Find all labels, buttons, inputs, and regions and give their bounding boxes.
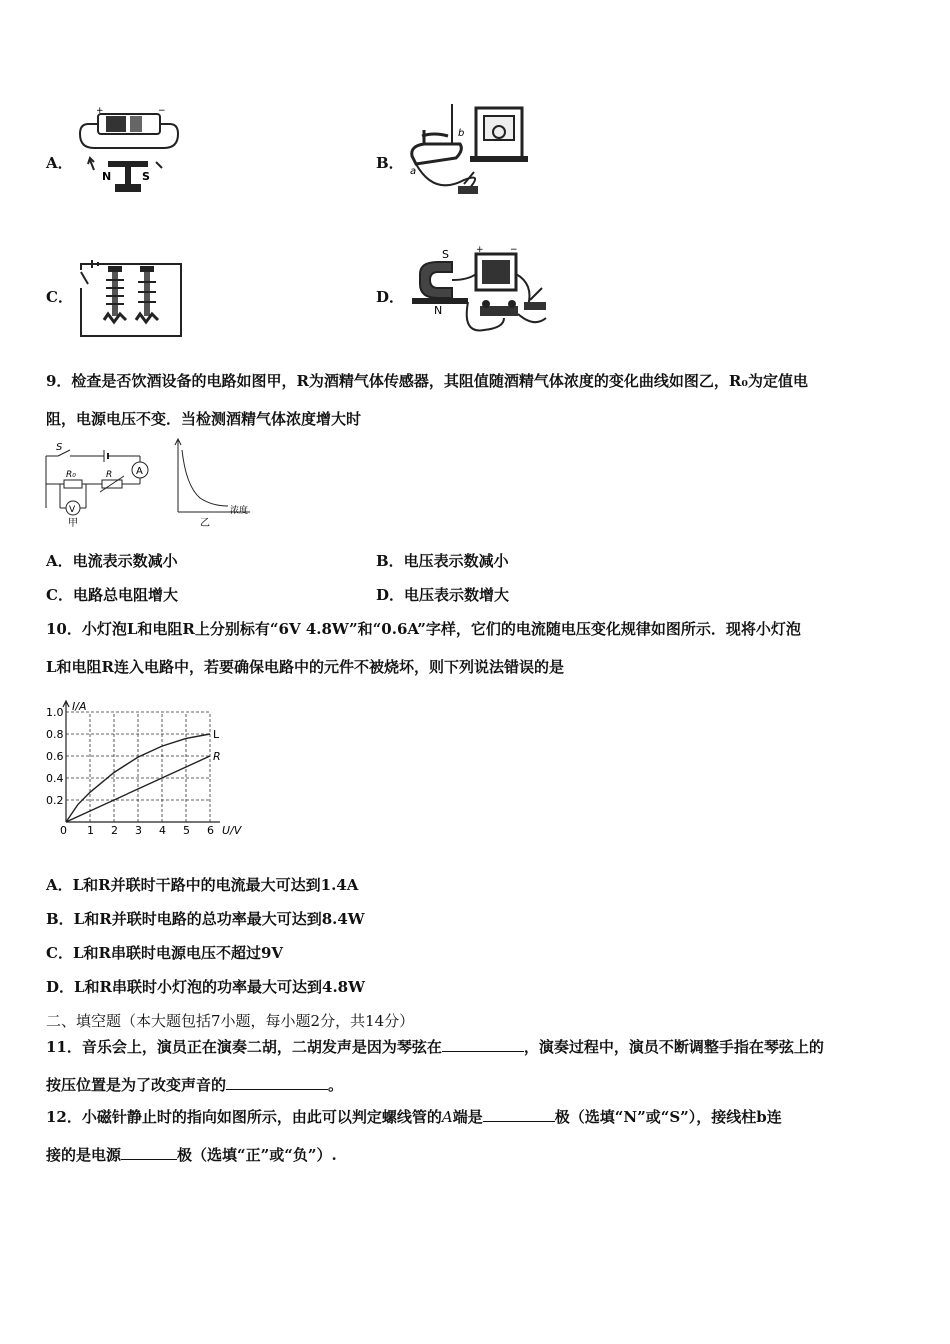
svg-text:+: + <box>96 106 104 116</box>
q11-line1 <box>46 1036 824 1057</box>
svg-text:R: R <box>106 470 113 480</box>
q11-blank-2[interactable] <box>226 1075 328 1090</box>
svg-text:b: b <box>458 128 465 139</box>
q9-option-c: C．电路总电阻增大 <box>46 586 178 604</box>
q12-blank-2[interactable] <box>121 1145 177 1160</box>
section-2-heading: 二、填空题（本大题包括7小题，每小题2分，共14分） <box>46 1012 415 1030</box>
y-tick-label: 0.4 <box>46 772 64 785</box>
q11-blank-1[interactable] <box>442 1037 524 1052</box>
option-c-label: C． <box>46 288 73 306</box>
q10-option-d: D．L和R串联时小灯泡的功率最大可达到4.8W <box>46 978 365 996</box>
q10-line1: 10．小灯泡L和电阻R上分别标有“6V 4.8W”和“0.6A”字样，它们的电流随电压变化规律如图所示．现将小灯泡 <box>46 620 801 638</box>
q11-text-a: 11．音乐会上，演员正在演奏二胡，二胡发声是因为琴弦在 <box>46 1038 442 1056</box>
q12-blank-1[interactable] <box>483 1107 555 1122</box>
svg-text:A: A <box>136 466 143 477</box>
q10-iv-chart <box>44 690 258 842</box>
series-label-R: R <box>213 750 221 763</box>
q9-line2: 阻，电源电压不变．当检测酒精气体浓度增大时 <box>46 410 362 428</box>
x-tick-label: 2 <box>111 824 118 837</box>
option-a-label: A． <box>46 154 73 172</box>
x-tick-label: 4 <box>159 824 166 837</box>
x-tick-label: 0 <box>60 824 67 837</box>
x-axis-label: U/V <box>222 824 242 837</box>
q12-text-a: 12．小磁针静止时的指向如图所示，由此可以判定螺线管的 <box>46 1108 442 1126</box>
q11-text-b: ，演奏过程中，演员不断调整手指在琴弦上的 <box>523 1038 824 1056</box>
q10-option-c: C．L和R串联时电源电压不超过9V <box>46 944 284 962</box>
y-tick-label: 0.2 <box>46 794 64 807</box>
chart-labels <box>46 700 243 837</box>
q10-line2: L和电阻R连入电路中，若要确保电路中的元件不被烧坏，则下列说法错误的是 <box>46 658 565 676</box>
svg-text:S: S <box>442 248 449 261</box>
svg-text:浓度: 浓度 <box>230 506 249 516</box>
q12-text-e: 极（选填“正”或“负”）. <box>177 1146 337 1164</box>
x-tick-label: 3 <box>135 824 142 837</box>
option-d-label: D． <box>376 288 405 306</box>
svg-text:+: + <box>476 245 484 255</box>
y-tick-label: 1.0 <box>46 706 64 719</box>
svg-text:S: S <box>142 170 150 183</box>
q9-circuit-figure <box>40 436 160 528</box>
svg-text:N: N <box>102 170 112 183</box>
option-b-label: B． <box>376 154 404 172</box>
q12-text-b: 端是 <box>452 1108 483 1126</box>
q12-point-a: A <box>441 1108 453 1126</box>
svg-text:−: − <box>158 106 166 116</box>
svg-text:a: a <box>410 166 417 177</box>
x-tick-label: 6 <box>207 824 214 837</box>
figure-option-d <box>404 244 554 340</box>
q10-option-b: B．L和R并联时电路的总功率最大可达到8.4W <box>46 910 365 928</box>
q11-line2 <box>46 1074 343 1095</box>
q12-text-d: 接的是电源 <box>46 1146 122 1164</box>
svg-text:V: V <box>69 505 76 515</box>
figure-option-b <box>404 100 528 200</box>
q9-option-a: A．电流表示数减小 <box>46 552 178 570</box>
q9-curve-figure <box>166 436 258 528</box>
q9-line1: 9．检查是否饮酒设备的电路如图甲，R为酒精气体传感器，其阻值随酒精气体浓度的变化曲线如图乙，R₀为定值电 <box>46 372 808 390</box>
q12-line2 <box>46 1144 337 1165</box>
y-tick-label: 0.8 <box>46 728 64 741</box>
series-label-L: L <box>213 728 220 741</box>
chart-grid <box>66 712 210 822</box>
x-tick-label: 5 <box>183 824 190 837</box>
svg-text:S: S <box>56 442 63 453</box>
svg-text:N: N <box>434 304 443 317</box>
x-tick-label: 1 <box>87 824 94 837</box>
q9-option-d: D．电压表示数增大 <box>376 586 510 604</box>
q11-text-d: 。 <box>328 1076 344 1094</box>
y-tick-label: 0.6 <box>46 750 64 763</box>
q12-line1 <box>46 1106 782 1127</box>
q9-option-b: B．电压表示数减小 <box>376 552 509 570</box>
q10-option-a: A．L和R并联时干路中的电流最大可达到1.4A <box>46 876 359 894</box>
svg-text:乙: 乙 <box>200 518 210 528</box>
svg-text:甲: 甲 <box>68 518 78 528</box>
figure-option-c <box>78 258 184 338</box>
svg-text:−: − <box>510 245 518 255</box>
figure-option-a <box>74 104 184 196</box>
y-axis-label: I/A <box>72 700 87 713</box>
q11-text-c: 按压位置是为了改变声音的 <box>46 1076 227 1094</box>
q12-text-c: 极（选填“N”或“S”），接线柱b连 <box>554 1108 782 1126</box>
svg-text:R₀: R₀ <box>66 470 76 480</box>
